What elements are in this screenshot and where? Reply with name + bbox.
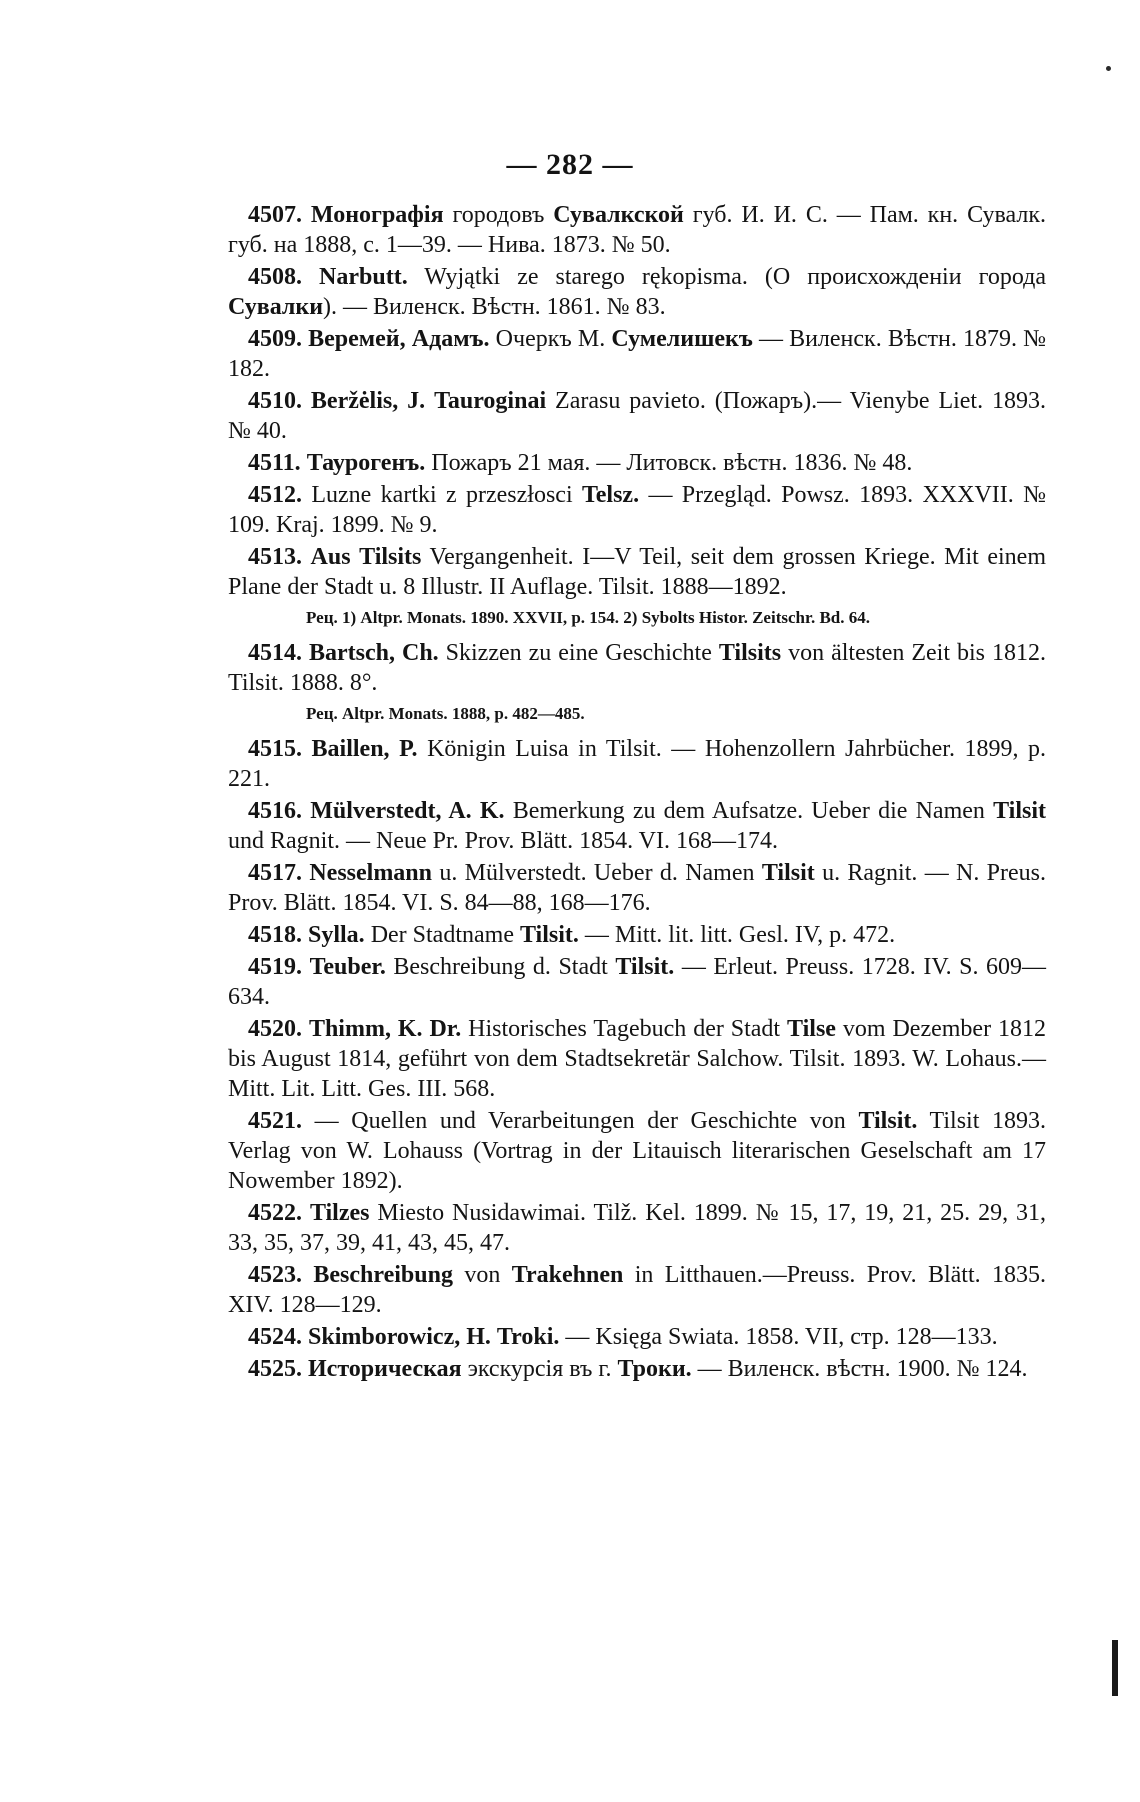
entry-author: Skimborowicz, H. (308, 1324, 491, 1350)
bibliography-entry (228, 796, 1046, 856)
entry-author: Mülverstedt, A. K. (310, 798, 505, 824)
entry-author: Tilzes (309, 1200, 370, 1226)
bibliography-entry (228, 448, 1046, 478)
entry-number: 4524. (248, 1324, 302, 1350)
entry-text: Tilsit 1893. Verlag von W. Lohauss (Vortrag in der Litauisch literarischen Geselschaft am 17 Nowember 1892). (228, 1108, 1047, 1194)
entry-number: 4512. (248, 482, 302, 508)
bibliography-entry (228, 1198, 1046, 1258)
entry-author: Историческая (308, 1356, 462, 1382)
bibliography-entries (228, 200, 1046, 1386)
entry-number: 4518. (248, 922, 302, 948)
entry-keyword: Сумелишекъ (611, 326, 753, 352)
entry-text: Beschreibung d. Stadt (385, 954, 616, 980)
entry-text: губ. И. И. С. — Пам. кн. Сувалк. губ. на 1888, с. 1—39. — Нива. 1873. № 50. (228, 202, 1046, 258)
entry-author: Beržėlis, J. (310, 388, 426, 414)
entry-text: Vergangenheit. I—V Teil, seit dem grossen Kriege. Mit einem Plane der Stadt u. 8 Illustr. II Auflage. Tilsit. 1888—1892. (228, 544, 1047, 600)
entry-number: 4523. (248, 1262, 302, 1288)
entry-author: Thimm, K. Dr. (308, 1016, 462, 1042)
entry-author: Aus (310, 544, 351, 570)
bibliography-entry (228, 920, 1046, 950)
margin-mark (1112, 1640, 1118, 1696)
entry-number: 4510. (248, 388, 302, 414)
entry-author: Sylla. (308, 922, 365, 948)
entry-keyword: Trakehnen (511, 1262, 624, 1288)
bibliography-entry (228, 386, 1046, 446)
bibliography-entry (228, 200, 1046, 260)
entry-text: Wyjątki ze starego rękopisma. (О происхожденіи города (407, 264, 1046, 290)
entry-keyword: Сувалки (228, 294, 324, 320)
bibliography-entry (228, 734, 1046, 794)
entry-number: 4508. (248, 264, 302, 290)
entry-text (351, 544, 360, 570)
entry-keyword: Tilsit. (615, 954, 675, 980)
entry-number: 4516. (248, 798, 302, 824)
bibliography-entry (228, 858, 1046, 918)
entry-number: 4521. (248, 1108, 302, 1134)
entry-number: 4507. (248, 202, 302, 228)
bibliography-entry (228, 480, 1046, 540)
entry-author: Bartsch, Ch. (309, 640, 439, 666)
entry-author: Веремей, Адамъ. (308, 326, 490, 352)
entry-text: — Erleut. Preuss. 1728. IV. S. 609—634. (228, 954, 1047, 1010)
entry-number: 4515. (248, 736, 302, 762)
entry-keyword: Telsz. (581, 482, 640, 508)
bibliography-entry (228, 262, 1046, 322)
bibliography-entry (228, 1354, 1046, 1384)
entry-text: экскурсія въ г. (461, 1356, 618, 1382)
entry-author: Narbutt. (319, 264, 408, 290)
entry-text: — Księga Swiata. 1858. VII, стр. 128—133. (559, 1324, 998, 1350)
entry-text: von (452, 1262, 512, 1288)
entry-text: und Ragnit. — Neue Pr. Prov. Blätt. 1854. VI. 168—174. (228, 828, 778, 854)
entry-text: Bemerkung zu dem Aufsatze. Ueber die Namen (504, 798, 994, 824)
entry-text: Luzne kartki z przeszłosci (311, 482, 582, 508)
bibliography-entry (228, 952, 1046, 1012)
entry-text: u. Ragnit. — N. Preus. Prov. Blätt. 1854. VI. S. 84—88, 168—176. (228, 860, 1046, 916)
entry-text: — Przegląd. Powsz. 1893. XXXVII. № 109. Kraj. 1899. № 9. (228, 482, 1047, 538)
bibliography-entry (228, 638, 1046, 698)
entry-text: ). — Виленск. Вѣстн. 1861. № 83. (323, 294, 666, 320)
bibliography-entry (228, 1260, 1046, 1320)
entry-author: Baillen, P. (311, 736, 418, 762)
bibliography-entry (228, 1014, 1046, 1104)
entry-keyword: Tilse (787, 1016, 836, 1042)
entry-keyword: Tilsit. (858, 1108, 918, 1134)
entry-text: Miesto Nusidawimai. Tilž. Kel. 1899. № 15, 17, 19, 21, 25. 29, 31, 33, 35, 37, 39, 41, 43, 45, 47. (228, 1200, 1047, 1256)
page-number: — 282 — (506, 148, 634, 181)
entry-keyword: Троки. (617, 1356, 692, 1382)
entry-number: 4514. (248, 640, 302, 666)
entry-text: Zarasu pavieto. (Пожаръ).— Vienybe Liet. 1893. № 40. (228, 388, 1047, 444)
entry-number: 4520. (248, 1016, 302, 1042)
entry-author: Beschreibung (313, 1262, 453, 1288)
entry-keyword: Tilsit (761, 860, 815, 886)
entry-author: Таурогенъ. (306, 450, 426, 476)
entry-number: 4509. (248, 326, 302, 352)
entry-text: Очеркъ М. (489, 326, 612, 352)
entry-number: 4522. (248, 1200, 302, 1226)
entry-keyword: Tauroginai (434, 388, 547, 414)
entry-text: — Виленск. вѣстн. 1900. № 124. (691, 1356, 1028, 1382)
entry-text: Skizzen zu eine Geschichte (438, 640, 719, 666)
entry-number: 4519. (248, 954, 302, 980)
entry-text: Пожаръ 21 мая. — Литовск. вѣстн. 1836. № 48. (425, 450, 913, 476)
entry-keyword: Tilsits (718, 640, 782, 666)
entry-keyword: Troki. (496, 1324, 560, 1350)
entry-number: 4517. (248, 860, 302, 886)
bibliography-entry (228, 1106, 1046, 1196)
entry-text: in Litthauen.—Preuss. Prov. Blätt. 1835. XIV. 128—129. (228, 1262, 1046, 1318)
entry-text: Der Stadtname (364, 922, 520, 948)
entry-keyword: Tilsit. (519, 922, 579, 948)
entry-keyword: Tilsit (993, 798, 1046, 824)
entry-text: vom Dezember 1812 bis August 1814, geführt von dem Stadtsekretär Salchow. Tilsit. 1893. W. Lohaus.—Mitt. Lit. Litt. Ges. III. 568. (228, 1016, 1046, 1102)
bibliography-entry (228, 1322, 1046, 1352)
bibliography-entry (228, 542, 1046, 602)
entry-text: — Виленск. Вѣстн. 1879. № 182. (228, 326, 1046, 382)
entry-author: Монографія (310, 202, 444, 228)
entry-keyword: Сувалкской (553, 202, 684, 228)
entry-number: 4513. (248, 544, 302, 570)
review-note: Рец. Altpr. Monats. 1888, p. 482—485. (306, 704, 585, 723)
entry-text: городовъ (443, 202, 554, 228)
entry-text: von ältesten Zeit bis 1812. Tilsit. 1888. 8°. (228, 640, 1047, 696)
review-note: Рец. 1) Altpr. Monats. 1890. XXVII, p. 154. 2) Sybolts Histor. Zeitschr. Bd. 64. (306, 608, 870, 627)
entry-text: — Quellen und Verarbeitungen der Geschichte von (314, 1108, 859, 1134)
entry-number: 4525. (248, 1356, 302, 1382)
entry-keyword: Tilsits (359, 544, 422, 570)
entry-text: — Mitt. lit. litt. Gesl. IV, p. 472. (578, 922, 896, 948)
entry-text: Königin Luisa in Tilsit. — Hohenzollern Jahrbücher. 1899, p. 221. (228, 736, 1047, 792)
entry-author: Nesselmann (309, 860, 432, 886)
entry-text (425, 388, 434, 414)
bibliography-entry (228, 324, 1046, 384)
entry-text: Historisches Tagebuch der Stadt (461, 1016, 788, 1042)
entry-number: 4511. (248, 450, 301, 476)
entry-text: u. Mülverstedt. Ueber d. Namen (432, 860, 762, 886)
edge-dot (1106, 66, 1111, 71)
entry-author: Teuber. (309, 954, 386, 980)
